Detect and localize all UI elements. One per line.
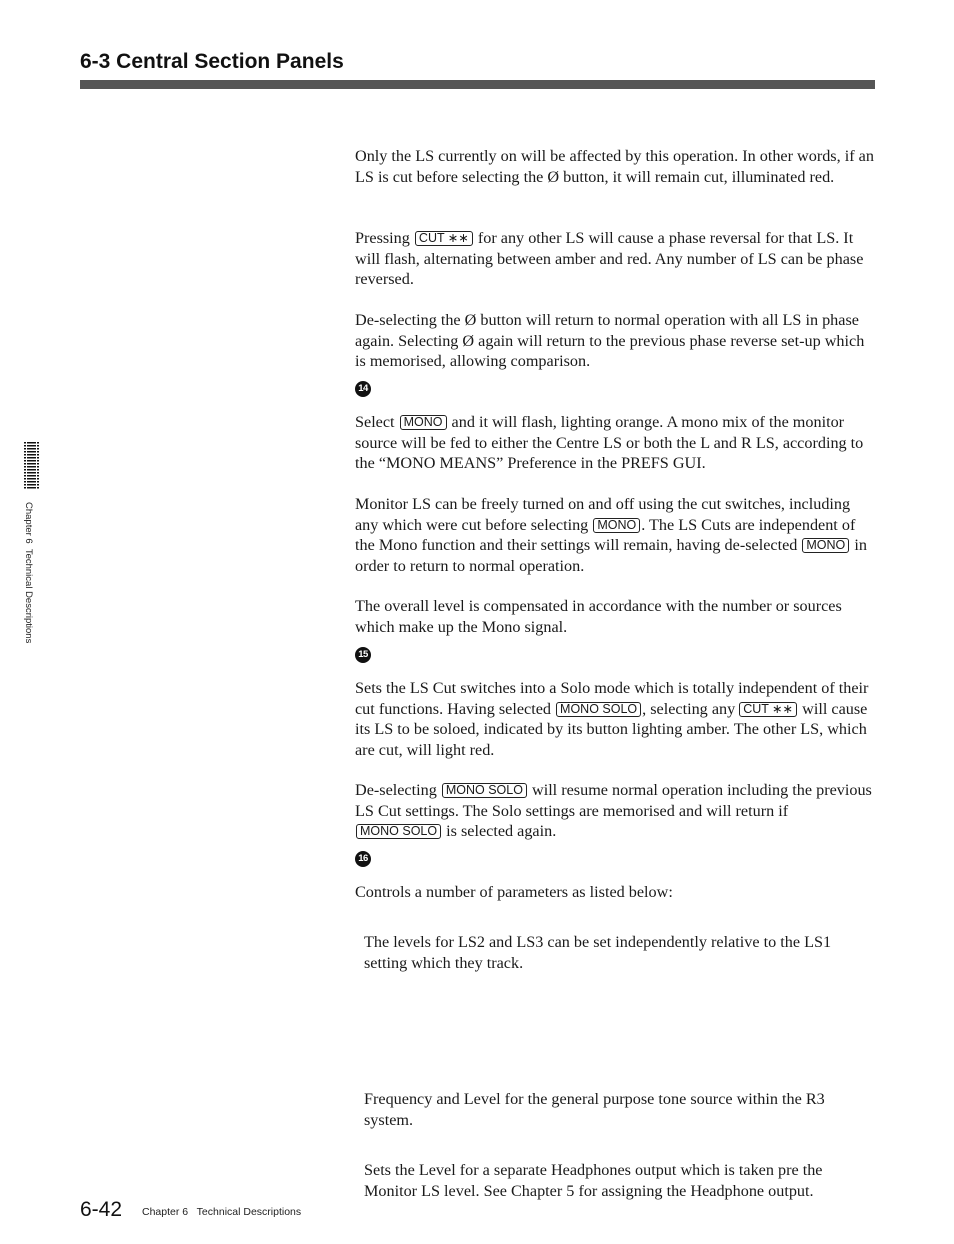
footer-chapter-label: Chapter 6 Technical Descriptions [142, 1206, 302, 1218]
item-16-paragraph: Controls a number of parameters as listed below: [355, 883, 673, 902]
number-14-icon: 14 [355, 381, 371, 397]
number-16-icon: 16 [355, 851, 371, 867]
phase-paragraph-3: De-selecting the Ø button will return to normal operation with all LS in phase again. Selecting Ø again will return to the previous phase reverse set-up which is memorised, allowing comparison. [355, 311, 865, 371]
solo-paragraph-1: Sets the LS Cut switches into a Solo mode which is totally independent of their cut functions. Having selected MONO SOLO , selecting any CUT ∗∗ will cause its LS to be soloed, indicated by its button lighting amber. The other LS, which are cut, will light red. [355, 679, 869, 759]
mono-button-label: MONO [802, 538, 849, 553]
mono-button-label: MONO [593, 518, 640, 533]
phase-paragraph-1: Only the LS currently on will be affected by this operation. In other words, if an LS is cut before selecting the Ø button, it will remain cut, illuminated red. [355, 147, 874, 186]
section-title: 6-3 Central Section Panels [80, 50, 344, 73]
number-15-icon: 15 [355, 647, 371, 663]
page-number: 6-42 [80, 1198, 123, 1221]
mono-paragraph-2: Monitor LS can be freely turned on and off using the cut switches, including any which were cut before selecting MONO . The LS Cuts are independent of the Mono function and their settings will remain, having de-selected MONO in order to return to normal operation. [355, 495, 867, 575]
mono-paragraph-1: Select MONO and it will flash, lighting orange. A mono mix of the monitor source will be fed to either the Centre LS or both the L and R LS, according to the “MONO MEANS” Preference in the PREFS GUI. [355, 413, 864, 473]
mono-button-label: MONO [400, 415, 447, 430]
solo-paragraph-2: De-selecting MONO SOLO will resume normal operation including the previous LS Cut settings. The Solo settings are memorised and will return if MONO SOLO is selected again. [355, 781, 872, 841]
mono-solo-button-label: MONO SOLO [556, 702, 641, 717]
item-16-icon [355, 846, 877, 867]
cut-button-label: CUT ∗∗ [739, 702, 797, 717]
headphones-paragraph: Sets the Level for a separate Headphones output which is taken pre the Monitor LS level. See Chapter 5 for assigning the Headphone output. [364, 1161, 823, 1200]
mono-paragraph-3: The overall level is compensated in accordance with the number or sources which make up the Mono signal. [355, 597, 842, 636]
title-rule [80, 80, 875, 89]
phase-paragraph-2: Pressing CUT ∗∗ for any other LS will cause a phase reversal for that LS. It will flash, alternating between amber and red. Any number of LS can be phase reversed. [355, 229, 864, 289]
item-15-icon [355, 642, 877, 663]
ls-levels-paragraph: The levels for LS2 and LS3 can be set independently relative to the LS1 setting which they track. [364, 933, 832, 972]
cut-button-label: CUT ∗∗ [415, 231, 473, 246]
side-chapter-label: Chapter 6 Technical Descriptions [23, 502, 34, 644]
tone-paragraph: Frequency and Level for the general purpose tone source within the R3 system. [364, 1090, 825, 1129]
mono-solo-button-label: MONO SOLO [356, 824, 441, 839]
mono-solo-button-label: MONO SOLO [442, 783, 527, 798]
side-tab-marker [27, 442, 36, 489]
item-14-icon [355, 376, 877, 397]
